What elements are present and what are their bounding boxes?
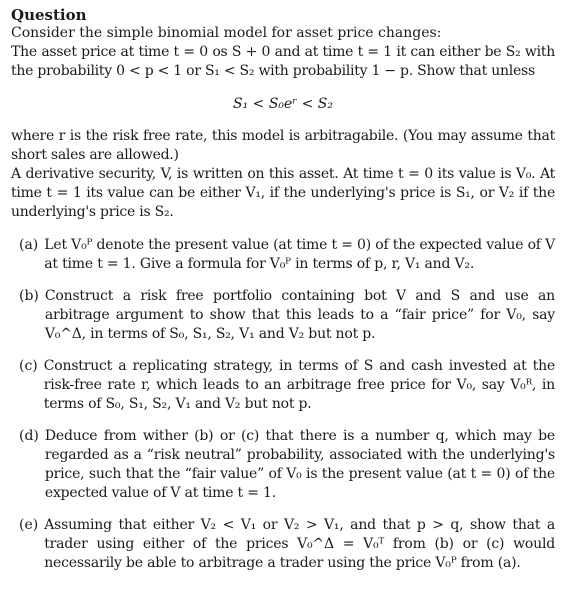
- intro-line: Consider the simple binomial model for asset price changes:: [11, 25, 442, 41]
- question-part-e: [19, 516, 555, 573]
- risk-free-rate-paragraph: where r is the risk free rate, this model is arbitragabile. (You may assume that short sales are allowed.): [11, 128, 555, 163]
- part-label: (e): [19, 517, 39, 533]
- part-text: Deduce from wither (b) or (c) that there is a number q, which may be regarded as a “risk neutral” probability, associated with the underlying's price, such that the “fair value” of V₀ is the present value (at t = 0) of the expected value of V at time t = 1.: [44, 428, 555, 501]
- part-text: Construct a risk free portfolio containing bot V and S and use an arbitrage argument to show that this leads to a “fair price” for V₀, say V₀^Δ, in terms of S₀, S₁, S₂, V₁ and V₂ but not p.: [44, 288, 555, 342]
- part-text: Construct a replicating strategy, in terms of S and cash invested at the risk-free rate r, which leads to an arbitrage free price for V₀, say V₀ᴿ, in terms of S₀, S₁, S₂, V₁ and V₂ but not p.: [43, 358, 555, 412]
- question-part-c: [19, 357, 555, 414]
- question-part-d: [19, 427, 555, 503]
- part-label: (a): [19, 237, 39, 253]
- question-heading: Question: [11, 6, 87, 24]
- question-part-b: [19, 287, 555, 344]
- part-label: (d): [19, 428, 39, 444]
- derivative-paragraph: A derivative security, V, is written on this asset. At time t = 0 its value is V₀. At time t = 1 its value can be either V₁, if the underlying's price is S₁, or V₂ if the underlying's price is S₂.: [11, 166, 555, 220]
- no-arbitrage-inequality: S₁ < S₀eʳ < S₂: [232, 96, 334, 112]
- question-parts-list: [11, 236, 555, 573]
- question-part-a: [19, 236, 555, 274]
- part-label: (b): [19, 288, 39, 304]
- part-text: Let V₀ᴾ denote the present value (at time t = 0) of the expected value of V at time t = 1. Give a formula for V₀ᴾ in terms of p, r, V₁ and V₂.: [44, 237, 555, 272]
- part-text: Assuming that either V₂ < V₁ or V₂ > V₁, and that p > q, show that a trader using either of the prices V₀^Δ = V₀ᵀ from (b) or (c) would necessarily be able to arbitrage a trader using the price V₀ᴾ from (a).: [44, 517, 555, 571]
- part-label: (c): [19, 358, 38, 374]
- intro-paragraph: The asset price at time t = 0 os S + 0 and at time t = 1 it can either be S₂ with the probability 0 < p < 1 or S₁ < S₂ with probability 1 − p. Show that unless: [11, 44, 555, 79]
